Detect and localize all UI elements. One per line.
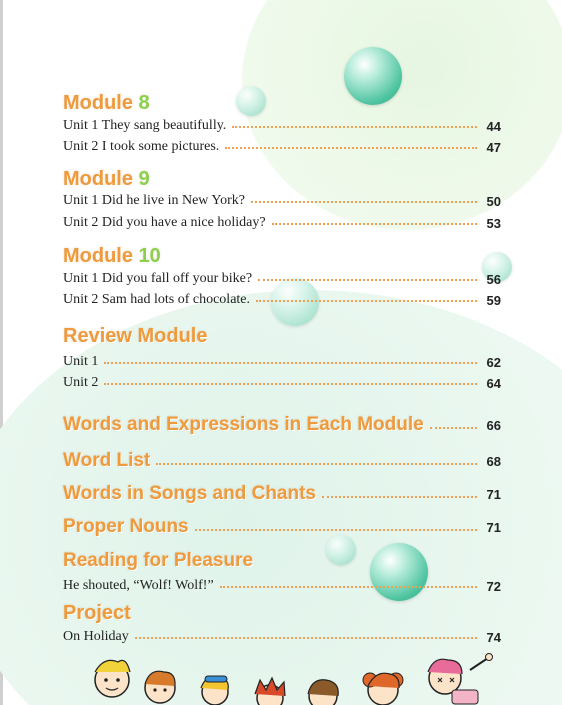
toc-entry-word-list[interactable] <box>63 450 501 472</box>
entry-label: Unit 1 <box>63 354 99 369</box>
dot-leader <box>322 496 477 498</box>
entry-page-number: 44 <box>486 118 501 134</box>
entry-page-number: 50 <box>486 193 501 209</box>
toc-entry[interactable] <box>63 577 501 595</box>
heading-text: Reading for Pleasure <box>63 550 254 571</box>
entry-page-number: 72 <box>486 578 501 594</box>
dot-leader <box>256 300 477 302</box>
child-waving <box>428 654 493 705</box>
entry-page-number: 53 <box>486 215 501 231</box>
entry-heading: Words and Expressions in Each Module <box>63 414 424 435</box>
child-face <box>255 678 285 705</box>
bubble-decoration <box>326 535 356 565</box>
dot-leader <box>251 201 477 203</box>
entry-heading: Word List <box>63 450 151 471</box>
entry-label: Unit 1 Did you fall off your bike? <box>63 271 253 286</box>
entry-heading: Words in Songs and Chants <box>63 483 316 504</box>
dot-leader <box>135 637 477 639</box>
cartoon-children-illustration <box>0 650 562 705</box>
toc-entry-proper-nouns[interactable] <box>63 516 501 538</box>
entry-label: Unit 2 Did you have a nice holiday? <box>63 215 266 230</box>
entry-page-number: 71 <box>486 519 501 535</box>
entry-label: Unit 1 Did he live in New York? <box>63 193 245 208</box>
dot-leader <box>258 279 477 281</box>
dot-leader <box>104 362 477 364</box>
dot-leader <box>104 383 477 385</box>
entry-label: Unit 2 I took some pictures. <box>63 139 220 154</box>
section-heading-project <box>63 602 131 625</box>
entry-page-number: 71 <box>486 486 501 502</box>
child-face <box>145 671 175 703</box>
heading-number: 10 <box>138 245 161 267</box>
section-heading-review-module <box>63 325 207 348</box>
entry-page-number: 74 <box>486 629 501 645</box>
child-face <box>95 660 130 697</box>
entry-label: Unit 1 They sang beautifully. <box>63 118 227 133</box>
dot-leader <box>225 147 477 149</box>
section-heading-module-8 <box>63 92 150 115</box>
dot-leader <box>156 463 477 465</box>
child-face <box>308 680 338 705</box>
entry-label: Unit 2 <box>63 375 99 390</box>
toc-entry[interactable] <box>63 270 501 288</box>
bubble-decoration <box>236 86 266 116</box>
toc-entry[interactable] <box>63 353 501 371</box>
dot-leader <box>195 529 477 531</box>
section-heading-reading-for-pleasure <box>63 550 253 572</box>
entry-label: On Holiday <box>63 629 129 644</box>
entry-page-number: 59 <box>486 292 501 308</box>
section-heading-module-10 <box>63 245 161 268</box>
child-face <box>363 673 403 705</box>
toc-entry[interactable] <box>63 138 501 156</box>
heading-number: 9 <box>138 168 150 190</box>
toc-entry-words-and-expressions[interactable] <box>63 414 501 436</box>
heading-text: Module <box>63 245 133 267</box>
entry-page-number: 62 <box>486 354 501 370</box>
entry-page-number: 56 <box>486 271 501 287</box>
heading-text: Module <box>63 92 133 114</box>
bubble-decoration <box>344 47 402 105</box>
heading-text: Review Module <box>63 325 208 347</box>
dot-leader <box>272 223 477 225</box>
entry-page-number: 68 <box>486 453 501 469</box>
child-face <box>201 676 228 705</box>
heading-number: 8 <box>138 92 150 114</box>
toc-entry[interactable] <box>63 374 501 392</box>
toc-entry[interactable] <box>63 192 501 210</box>
dot-leader <box>430 427 477 429</box>
entry-page-number: 66 <box>486 417 501 433</box>
heading-text: Project <box>63 602 131 624</box>
entry-page-number: 47 <box>486 139 501 155</box>
toc-entry[interactable] <box>63 628 501 646</box>
dot-leader <box>220 586 477 588</box>
toc-entry[interactable] <box>63 214 501 232</box>
entry-label: Unit 2 Sam had lots of chocolate. <box>63 292 251 307</box>
toc-entry[interactable] <box>63 117 501 135</box>
dot-leader <box>232 126 477 128</box>
section-heading-module-9 <box>63 168 150 191</box>
entry-label: He shouted, “Wolf! Wolf!” <box>63 578 214 593</box>
toc-entry-words-in-songs[interactable] <box>63 483 501 505</box>
toc-entry[interactable] <box>63 291 501 309</box>
entry-page-number: 64 <box>486 375 501 391</box>
entry-heading: Proper Nouns <box>63 516 189 537</box>
heading-text: Module <box>63 168 133 190</box>
